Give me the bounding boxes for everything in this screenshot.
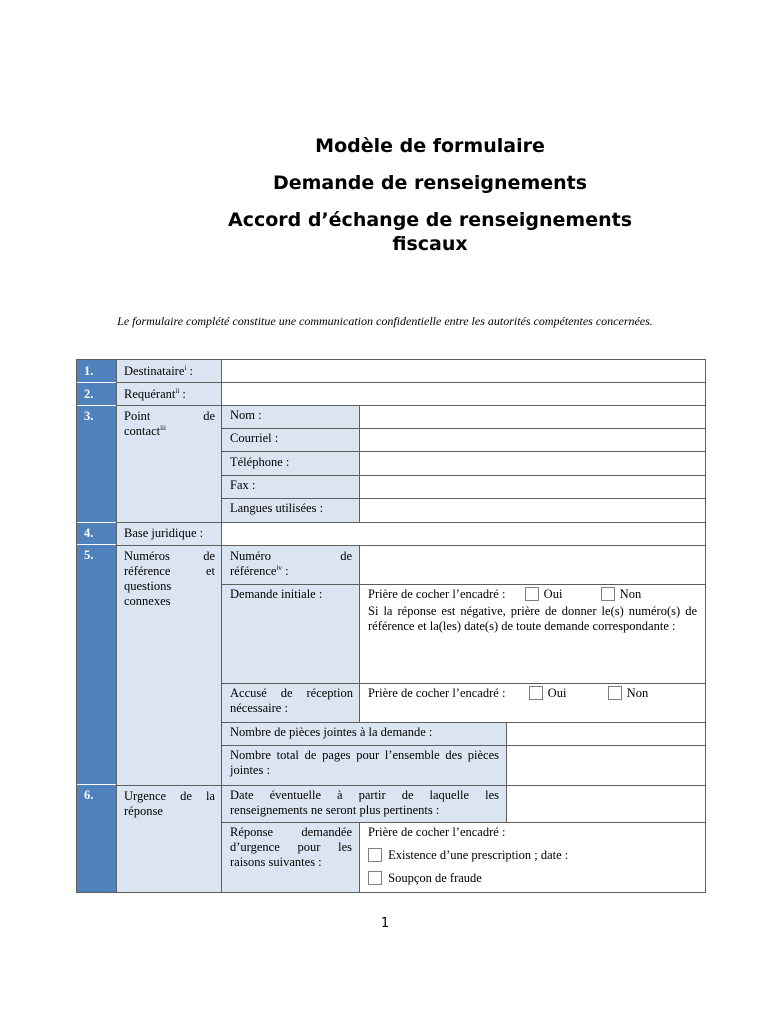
accuse-oui-checkbox[interactable]: [529, 686, 543, 700]
title-line-3b: fiscaux: [392, 233, 468, 255]
date-pertinence-label: Date éventuelle à partir de laquelle les renseignements ne seront plus pertinents :: [221, 785, 507, 823]
requerant-field[interactable]: [221, 382, 706, 406]
urgence-raisons-label: Réponse demandée d’urgence pour les raisons suivantes :: [221, 822, 360, 893]
contact-langues-label: Langues utilisées :: [221, 498, 360, 523]
total-pages-field[interactable]: [506, 745, 706, 786]
contact-courriel-field[interactable]: [359, 428, 706, 452]
title-line-1: Modèle de formulaire: [315, 135, 545, 157]
accuse-check-prompt: Prière de cocher l’encadré :: [368, 686, 506, 700]
contact-fax-label: Fax :: [221, 475, 360, 499]
date-pertinence-field[interactable]: [506, 785, 706, 823]
accuse-non-checkbox[interactable]: [608, 686, 622, 700]
row-6-label: Urgence de la réponse: [116, 785, 222, 893]
demande-initiale-label: Demande initiale :: [221, 584, 360, 684]
fraude-label: Soupçon de fraude: [388, 871, 482, 885]
contact-courriel-label: Courriel :: [221, 428, 360, 452]
urgence-check-prompt: Prière de cocher l’encadré :: [368, 825, 506, 839]
contact-nom-field[interactable]: [359, 405, 706, 429]
row-5-number: 5.: [77, 545, 116, 784]
reference-number-label: Numéro de référence$^{iv}$ :: [221, 545, 360, 585]
contact-langues-field[interactable]: [359, 498, 706, 523]
prescription-label: Existence d’une prescription ; date :: [388, 848, 569, 862]
accuse-reception-label: Accusé de réception nécessaire :: [221, 683, 360, 723]
intro-notice: Le formulaire complété constitue une communication confidentielle entre les autorités compétentes concernées.: [117, 314, 653, 328]
page-number: 1: [380, 916, 390, 931]
row-4-number: 4.: [77, 523, 116, 544]
prescription-checkbox[interactable]: [368, 848, 382, 862]
demande-negative-instruction: Si la réponse est négative, prière de donner le(s) numéro(s) de référence et la(les) date(s) de toute demande correspondante :: [368, 604, 697, 633]
demande-non-label: Non: [619, 587, 642, 601]
row-4-label: Base juridique :: [116, 522, 222, 546]
total-pages-label: Nombre total de pages pour l’ensemble des pièces jointes :: [221, 745, 507, 786]
accuse-non-label: Non: [626, 686, 649, 700]
demande-initiale-cell: [359, 584, 706, 684]
demande-oui-label: Oui: [543, 587, 563, 601]
row-3-label: Point de contact$^{iii}$: [116, 405, 222, 523]
accuse-reception-cell: [359, 683, 706, 723]
urgence-raisons-cell: [359, 822, 706, 893]
destinataire-field[interactable]: [221, 359, 706, 383]
row-1-label: Destinataire$^i$ :: [116, 359, 222, 383]
row-5-label: Numéros de référence et questions connexes: [116, 545, 222, 786]
row-2-number: 2.: [77, 383, 116, 405]
row-1-number: 1.: [77, 360, 116, 382]
pieces-jointes-label: Nombre de pièces jointes à la demande :: [221, 722, 507, 746]
row-3-number: 3.: [77, 406, 116, 522]
demande-non-checkbox[interactable]: [601, 587, 615, 601]
title-line-3: [45, 208, 770, 256]
contact-nom-label: Nom :: [221, 405, 360, 429]
accuse-oui-label: Oui: [547, 686, 567, 700]
reference-number-field[interactable]: [359, 545, 706, 585]
demande-oui-checkbox[interactable]: [525, 587, 539, 601]
base-juridique-field[interactable]: [221, 522, 706, 546]
contact-fax-field[interactable]: [359, 475, 706, 499]
demande-check-prompt: Prière de cocher l’encadré :: [368, 587, 506, 601]
title-line-3a: Accord d’échange de renseignements: [227, 209, 633, 231]
contact-telephone-field[interactable]: [359, 451, 706, 476]
fraude-checkbox[interactable]: [368, 871, 382, 885]
row-6-number: 6.: [77, 785, 116, 892]
pieces-jointes-field[interactable]: [506, 722, 706, 746]
row-2-label: Requérant$^{ii}$ :: [116, 382, 222, 406]
title-line-2: Demande de renseignements: [272, 172, 588, 194]
contact-telephone-label: Téléphone :: [221, 451, 360, 476]
